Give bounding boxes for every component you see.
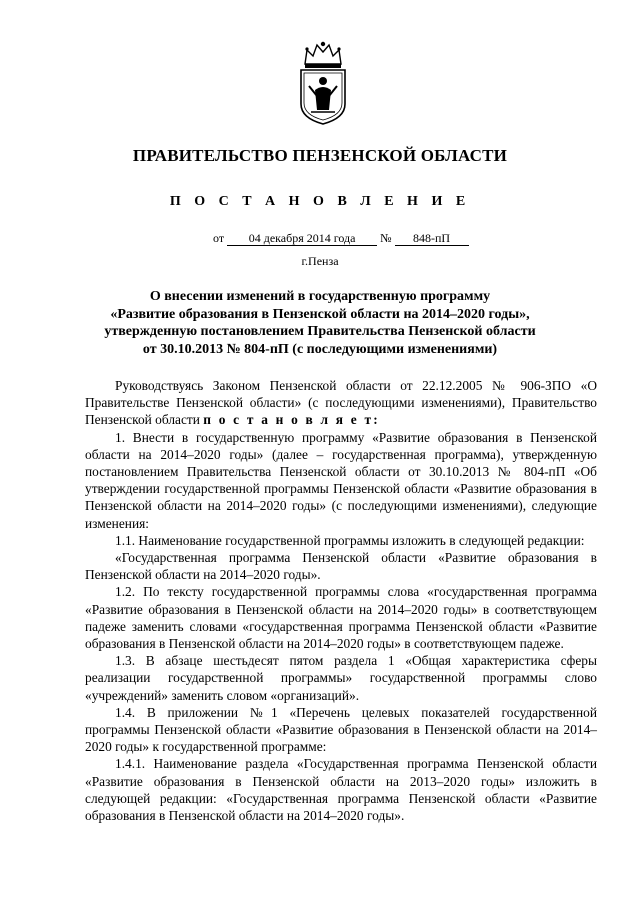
decree-word: п о с т а н о в л я е т:: [203, 412, 380, 428]
coat-of-arms-icon: [295, 40, 351, 126]
preamble-text: Руководствуясь Законом Пензенской области от 22.12.2005 № 906-ЗПО «О Правительстве Пензенской области» (с последующими изменениями), Правительство Пензенской области: [85, 378, 597, 428]
subject-line: О внесении изменений в государственную программу: [149, 289, 491, 304]
document-subject: [60, 288, 580, 358]
paragraph-1-3: 1.3. В абзаце шестьдесят пятом раздела 1 «Общая характеристика сферы реализации государственной программы» государственной программы слово «учреждений» заменить словом «организаций».: [85, 653, 597, 703]
preamble-paragraph: [85, 377, 597, 429]
subject-line: «Развитие образования в Пензенской области на 2014–2020 годы»,: [110, 306, 530, 322]
document-number: 848-пП: [395, 231, 469, 246]
document-type: П О С Т А Н О В Л Е Н И Е: [169, 194, 471, 209]
paragraph-1-1: 1.1. Наименование государственной программы изложить в следующей редакции:: [115, 532, 585, 548]
document-body: [85, 377, 597, 824]
city: г.Пенза: [301, 254, 339, 268]
paragraph-1-2: 1.2. По тексту государственной программы слова «государственная программа «Развитие образования в Пензенской области на 2014–2020 годы» в соответствующем падеже заменить словами «государственная программа Пензенской области «Развитие образования в Пензенской области на 2014–2020 годы» в соответствующем падеже.: [85, 584, 597, 652]
paragraph-1: 1. Внести в государственную программу «Развитие образования в Пензенской области на 2014–2020 годы» (далее – государственная программа), утвержденную постановлением Правительства Пензенской области от 30.10.2013 № 804-пП «Об утверждении государственной программы Пензенской области «Развитие образования в Пензенской области на 2014–2020 годы» (с последующими изменениями), следующие изменения:: [85, 429, 597, 531]
subject-line: утвержденную постановлением Правительства Пензенской области: [104, 324, 536, 339]
number-prefix: №: [380, 231, 392, 245]
paragraph-1-1-text: «Государственная программа Пензенской области «Развитие образования в Пензенской области на 2014–2020 годы».: [85, 550, 597, 583]
date-prefix: от: [213, 231, 225, 245]
paragraph-1-4-1: 1.4.1. Наименование раздела «Государственная программа Пензенской области «Развитие образования в Пензенской области на 2013–2020 годы» изложить в следующей редакции: «Государственная программа Пензенской области «Развитие образования в Пензенской области на 2014–2020 годы».: [85, 756, 597, 824]
organization-title: ПРАВИТЕЛЬСТВО ПЕНЗЕНСКОЙ ОБЛАСТИ: [132, 146, 508, 165]
paragraph-1-4: 1.4. В приложении №1 «Перечень целевых показателей государственной программы Пензенской области «Развитие образования в Пензенской области на 2014–2020 годы» к государственной программе:: [85, 704, 597, 755]
date-number-line: [213, 231, 469, 246]
document-date: 04 декабря 2014 года: [227, 231, 377, 246]
subject-line: от 30.10.2013 № 804-пП (с последующими изменениями): [142, 341, 498, 357]
